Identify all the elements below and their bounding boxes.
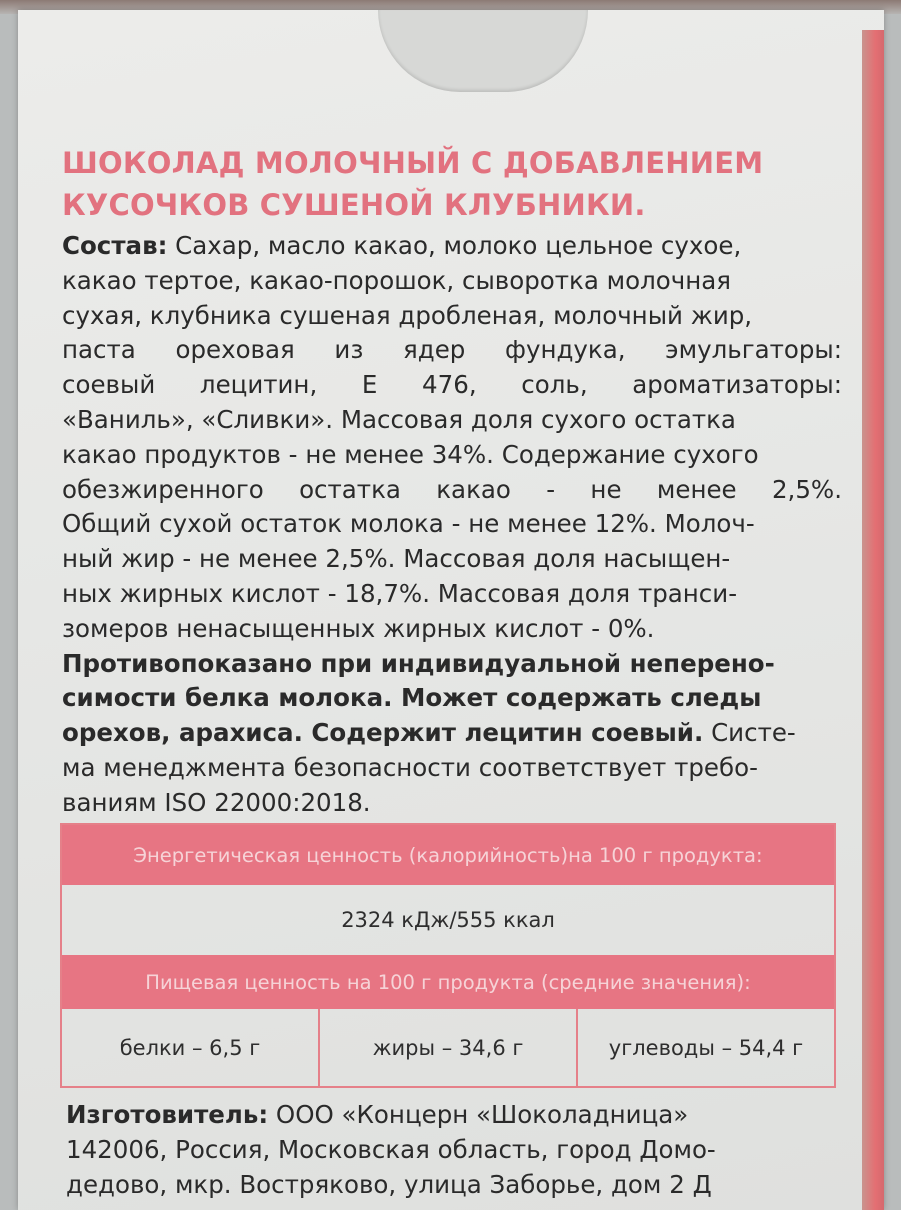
ingredients-line: «Ваниль», «Сливки». Массовая доля сухого остатка	[62, 404, 736, 434]
ingredients-line	[62, 229, 842, 264]
package-side-edge	[862, 30, 884, 1210]
product-title-line: ШОКОЛАД МОЛОЧНЫЙ С ДОБАВЛЕНИЕМ	[62, 146, 764, 180]
allergen-warning-line: Противопоказано при индивидуальной неперено-	[62, 648, 775, 678]
carbohydrates-cell: углеводы – 54,4 г	[608, 1035, 804, 1060]
ingredients-line: зомеров ненасыщенных жирных кислот - 0%.	[62, 613, 655, 643]
ingredients-line: соевый лецитин, Е 476, соль, ароматизаторы:	[62, 370, 842, 400]
ingredients-line: сухая, клубника сушеная дробленая, молочный жир,	[62, 300, 753, 330]
product-title	[62, 142, 822, 226]
certification-line: ваниям ISO 22000:2018.	[62, 787, 371, 817]
nutrients-header: Пищевая ценность на 100 г продукта (средние значения):	[62, 955, 834, 1009]
nutrition-table	[60, 823, 836, 1088]
box-tab-notch	[378, 10, 588, 92]
manufacturer-address-line: 142006, Россия, Московская область, город Домо-	[66, 1135, 716, 1164]
ingredients-line: ных жирных кислот - 18,7%. Массовая доля транси-	[62, 578, 738, 608]
ingredients-block	[62, 229, 842, 821]
ingredients-line: Общий сухой остаток молока - не менее 12%. Молоч-	[62, 509, 755, 539]
manufacturer-block	[66, 1097, 836, 1202]
certification-text: Систе-	[703, 718, 796, 748]
allergen-warning-line: симости белка молока. Может содержать следы	[62, 683, 762, 713]
product-title-line: КУСОЧКОВ СУШЕНОЙ КЛУБНИКИ.	[62, 188, 646, 222]
manufacturer-address-line: дедово, мкр. Востряково, улица Заборье, дом 2 Д	[66, 1170, 712, 1199]
manufacturer-label: Изготовитель:	[66, 1100, 269, 1129]
manufacturer-name: ООО «Концерн «Шоколадница»	[268, 1100, 689, 1129]
energy-header: Энергетическая ценность (калорийность)на 100 г продукта:	[62, 825, 834, 885]
nutrients-row	[62, 1009, 834, 1086]
ingredients-line: какао продуктов - не менее 34%. Содержание сухого	[62, 439, 759, 469]
ingredients-label: Состав:	[62, 231, 168, 260]
manufacturer-line	[66, 1097, 836, 1132]
ingredients-text: Сахар, масло какао, молоко цельное сухое,	[167, 231, 742, 260]
allergen-warning-bold: орехов, арахиса. Содержит лецитин соевый.	[62, 718, 704, 748]
ingredients-line: ный жир - не менее 2,5%. Массовая доля насыщен-	[62, 544, 731, 574]
energy-value: 2324 кДж/555 ккал	[341, 908, 555, 932]
certification-line: ма менеджмента безопасности соответствует требо-	[62, 752, 758, 782]
ingredients-line: какао тертое, какао-порошок, сыворотка молочная	[62, 265, 732, 295]
protein-cell: белки – 6,5 г	[62, 1009, 320, 1086]
allergen-warning-line	[62, 716, 842, 751]
ingredients-line: паста ореховая из ядер фундука, эмульгаторы:	[62, 335, 842, 365]
fat-cell: жиры – 34,6 г	[320, 1009, 578, 1086]
ingredients-line: обезжиренного остатка какао - не менее 2,5%.	[62, 474, 842, 504]
